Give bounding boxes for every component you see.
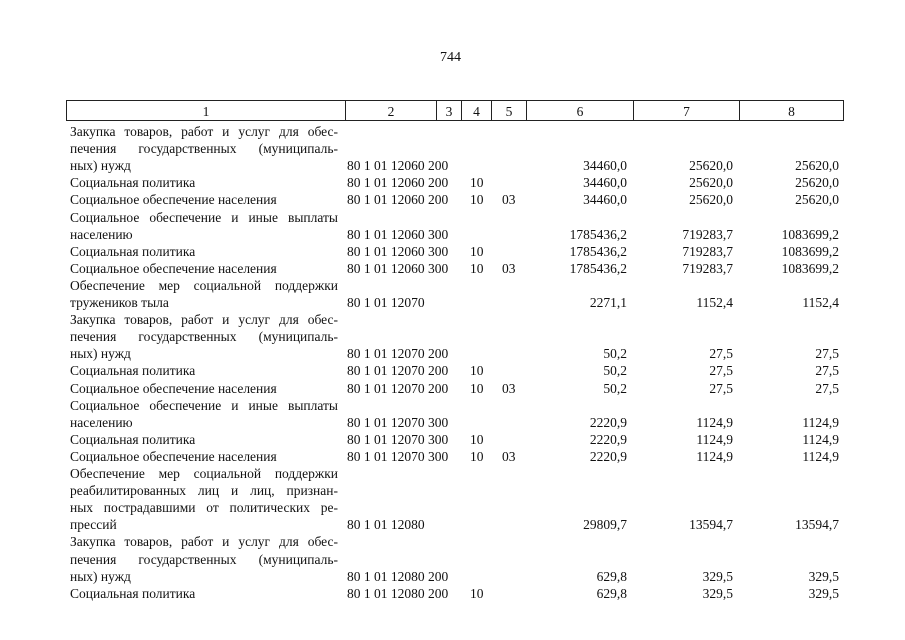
row-name: Социальное обеспечение населения: [70, 380, 277, 396]
header-col-2: 2: [346, 101, 437, 120]
table-row: [0, 345, 905, 363]
row-section: 10: [470, 175, 484, 191]
table-row: [0, 260, 905, 278]
row-value-col6: 29809,7: [583, 517, 627, 533]
row-subsection: 03: [502, 192, 516, 208]
row-value-col6: 629,8: [596, 568, 627, 584]
header-col-8: 8: [788, 104, 795, 119]
row-value-col6: 629,8: [596, 585, 627, 601]
row-value-col7: 25620,0: [689, 175, 733, 191]
row-value-col6: 1785436,2: [569, 243, 627, 259]
row-value-col8: 25620,0: [795, 192, 839, 208]
row-target-code: 80 1 01 12060 300: [347, 260, 449, 276]
row-value-col8: 25620,0: [795, 175, 839, 191]
row-name: тружеников тыла: [70, 295, 169, 310]
row-name: ных пострадавшими от политических ре-: [70, 500, 338, 516]
row-section: 10: [470, 585, 484, 601]
row-target-code: 80 1 01 12080: [347, 517, 425, 533]
row-target-code: 80 1 01 12080 200: [347, 568, 449, 584]
row-name: печения государственных (муниципаль-: [70, 141, 338, 157]
row-value-col8: 25620,0: [795, 158, 839, 174]
row-name: Социальное обеспечение населения: [70, 260, 277, 276]
header-col-4: 4: [462, 101, 492, 120]
row-name: реабилитированных лиц и лиц, признан-: [70, 483, 338, 499]
row-value-col6: 1785436,2: [569, 226, 627, 242]
row-name: Закупка товаров, работ и услуг для обес-: [70, 534, 338, 550]
row-name: Обеспечение мер социальной поддержки: [70, 277, 338, 293]
table-row: [0, 294, 905, 312]
row-value-col8: 1083699,2: [781, 260, 839, 276]
header-col-7: 7: [634, 101, 740, 120]
table-row: [0, 328, 905, 346]
table-row: [0, 414, 905, 432]
row-value-col8: 27,5: [815, 380, 839, 396]
table-row: [0, 499, 905, 517]
table-row: [0, 380, 905, 398]
row-name: Социальное обеспечение и иные выплаты: [70, 397, 338, 413]
row-name: Обеспечение мер социальной поддержки: [70, 466, 338, 481]
row-value-col7: 719283,7: [682, 226, 733, 242]
row-name: ных) нужд: [70, 568, 131, 584]
row-name: Социальная политика: [70, 243, 196, 259]
row-name: Социальное обеспечение населения: [70, 448, 277, 464]
header-col-6: 6: [527, 101, 634, 120]
row-value-col7: 27,5: [709, 363, 733, 379]
row-value-col8: 329,5: [808, 585, 839, 601]
table-row: [0, 243, 905, 261]
row-value-col7: 27,5: [709, 346, 733, 362]
row-value-col8: 13594,7: [795, 517, 839, 533]
row-name: Социальная политика: [70, 363, 196, 379]
row-value-col8: 1124,9: [802, 431, 839, 447]
row-name: Закупка товаров, работ и услуг для обес-: [70, 124, 338, 139]
row-target-code: 80 1 01 12070: [347, 295, 425, 310]
row-name: печения государственных (муниципаль-: [70, 551, 338, 567]
row-value-col7: 329,5: [702, 585, 733, 601]
table-row: [0, 482, 905, 500]
header-col-5: 5: [492, 101, 527, 120]
table-row: [0, 465, 905, 483]
table-row: [0, 585, 905, 603]
row-name: печения государственных (муниципаль-: [70, 329, 338, 345]
header-col-1: 1: [67, 101, 346, 120]
table-row: [0, 533, 905, 551]
row-value-col6: 50,2: [603, 363, 627, 379]
table-row: [0, 226, 905, 244]
table-row: [0, 551, 905, 569]
row-name: Социальная политика: [70, 431, 196, 447]
row-section: 10: [470, 380, 484, 396]
row-value-col6: 34460,0: [583, 175, 627, 191]
row-value-col7: 1124,9: [696, 414, 733, 430]
row-target-code: 80 1 01 12070 300: [347, 431, 449, 447]
table-row: [0, 277, 905, 295]
table-row: [0, 362, 905, 380]
row-target-code: 80 1 01 12070 200: [347, 346, 449, 362]
row-name: Социальная политика: [70, 585, 196, 601]
row-value-col7: 1124,9: [696, 431, 733, 447]
row-value-col8: 1152,4: [802, 295, 839, 310]
row-name: Социальная политика: [70, 175, 196, 191]
row-target-code: 80 1 01 12060 200: [347, 158, 449, 174]
row-value-col6: 2220,9: [589, 431, 627, 447]
table-row: [0, 157, 905, 175]
row-target-code: 80 1 01 12060 300: [347, 243, 449, 259]
row-value-col8: 1083699,2: [781, 226, 839, 242]
table-row: [0, 174, 905, 192]
row-value-col6: 34460,0: [583, 192, 627, 208]
row-subsection: 03: [502, 260, 516, 276]
row-value-col7: 1152,4: [696, 295, 733, 310]
row-name: населению: [70, 226, 133, 242]
row-section: 10: [470, 431, 484, 447]
row-value-col6: 50,2: [603, 380, 627, 396]
row-section: 10: [470, 192, 484, 208]
row-name: прессий: [70, 517, 117, 533]
row-value-col6: 2220,9: [589, 414, 627, 430]
row-section: 10: [470, 243, 484, 259]
row-target-code: 80 1 01 12060 200: [347, 175, 449, 191]
row-name: Социальное обеспечение населения: [70, 192, 277, 208]
row-target-code: 80 1 01 12060 300: [347, 226, 449, 242]
row-value-col7: 25620,0: [689, 192, 733, 208]
table-row: [0, 568, 905, 586]
row-value-col6: 2271,1: [589, 295, 627, 310]
row-section: 10: [470, 448, 484, 464]
row-name: ных) нужд: [70, 158, 131, 174]
row-value-col7: 719283,7: [682, 243, 733, 259]
row-value-col8: 1083699,2: [781, 243, 839, 259]
table-row: [0, 123, 905, 141]
table-row: [0, 209, 905, 227]
row-name: ных) нужд: [70, 346, 131, 362]
row-value-col8: 329,5: [808, 568, 839, 584]
row-target-code: 80 1 01 12070 200: [347, 380, 449, 396]
table-row: [0, 140, 905, 158]
row-value-col6: 34460,0: [583, 158, 627, 174]
table-row: [0, 191, 905, 209]
row-value-col7: 1124,9: [696, 448, 733, 464]
row-value-col8: 1124,9: [802, 448, 839, 464]
row-name: населению: [70, 414, 133, 430]
table-row: [0, 516, 905, 534]
table-row: [0, 397, 905, 415]
row-value-col7: 329,5: [702, 568, 733, 584]
row-value-col6: 50,2: [603, 346, 627, 362]
table-row: [0, 448, 905, 466]
row-value-col6: 1785436,2: [569, 260, 627, 276]
row-value-col7: 25620,0: [689, 158, 733, 174]
row-target-code: 80 1 01 12080 200: [347, 585, 449, 601]
row-subsection: 03: [502, 380, 516, 396]
row-value-col8: 1124,9: [802, 414, 839, 430]
row-target-code: 80 1 01 12070 300: [347, 414, 449, 430]
row-value-col6: 2220,9: [589, 448, 627, 464]
page-number: 744: [440, 50, 461, 65]
row-value-col7: 27,5: [709, 380, 733, 396]
row-target-code: 80 1 01 12070 300: [347, 448, 449, 464]
row-section: 10: [470, 260, 484, 276]
row-target-code: 80 1 01 12070 200: [347, 363, 449, 379]
row-value-col8: 27,5: [815, 346, 839, 362]
table-row: [0, 431, 905, 449]
row-target-code: 80 1 01 12060 200: [347, 192, 449, 208]
row-subsection: 03: [502, 448, 516, 464]
header-col-3: 3: [437, 101, 462, 120]
row-name: Социальное обеспечение и иные выплаты: [70, 209, 338, 225]
row-value-col8: 27,5: [815, 363, 839, 379]
table-header: [66, 100, 844, 121]
row-section: 10: [470, 363, 484, 379]
row-name: Закупка товаров, работ и услуг для обес-: [70, 312, 338, 328]
row-value-col7: 13594,7: [689, 517, 733, 533]
table-row: [0, 311, 905, 329]
row-value-col7: 719283,7: [682, 260, 733, 276]
